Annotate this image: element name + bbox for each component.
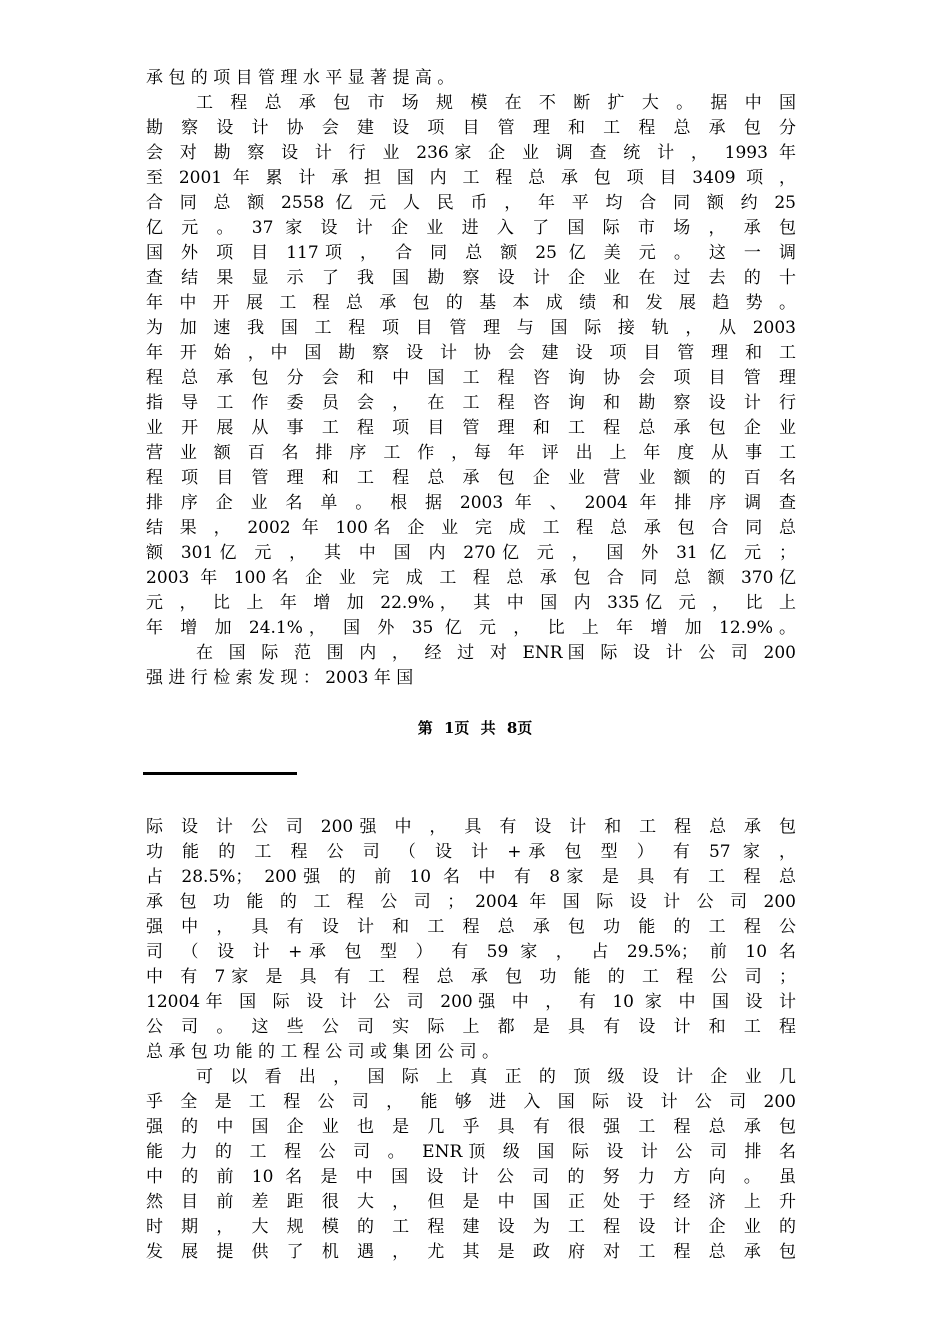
page2-body [146, 815, 796, 1265]
text-line: 承 包 的 项 目 管 理 水 平 显 著 提 高 。 [146, 68, 455, 88]
text-line: 强 中 ， 具 有 设 计 和 工 程 总 承 包 功 能 的 工 程 公 [146, 917, 796, 937]
text-line: 在 国 际 范 围 内 ， 经 过 对 ENR国 际 设 计 公 司 200 [196, 643, 796, 663]
text-line: 中 有 7家 是 具 有 工 程 总 承 包 功 能 的 工 程 公 司 ； [146, 967, 796, 987]
text-line: 功 能 的 工 程 公 司 （ 设 计 +承 包 型 ） 有 57 家 ， [146, 842, 796, 862]
text-line: 2003 年 100名 企 业 完 成 工 程 总 承 包 合 同 总 额 370亿 [146, 568, 796, 588]
text-line: 为 加 速 我 国 工 程 项 目 管 理 与 国 际 接 轨 ， 从 2003 [146, 318, 797, 338]
text-line: 会 对 勘 察 设 计 行 业 236家 企 业 调 查 统 计 ， 1993 年 [146, 143, 796, 163]
text-line: 合 同 总 额 2558 亿 元 人 民 币 ， 年 平 均 合 同 额 约 25 [146, 193, 796, 213]
text-line: 强 进 行 检 索 发 现 ： 2003 年 国 [146, 668, 414, 688]
text-line: 可 以 看 出 ， 国 际 上 真 正 的 顶 级 设 计 企 业 几 [196, 1067, 796, 1087]
text-line: 12004年 国 际 设 计 公 司 200强 中 ， 有 10 家 中 国 设 计 [146, 992, 796, 1012]
text-line: 程 项 目 管 理 和 工 程 总 承 包 企 业 营 业 额 的 百 名 [146, 468, 796, 488]
text-line: 时 期 ， 大 规 模 的 工 程 建 设 为 工 程 设 计 企 业 的 [146, 1217, 796, 1237]
text-line: 至 2001 年 累 计 承 担 国 内 工 程 总 承 包 项 目 3409 项 ， [146, 168, 796, 188]
text-line: 工 程 总 承 包 市 场 规 模 在 不 断 扩 大 。 据 中 国 [196, 93, 796, 113]
text-line: 国 外 项 目 117项 ， 合 同 总 额 25 亿 美 元 。 这 一 调 [146, 243, 796, 263]
text-line: 结 果 ， 2002 年 100名 企 业 完 成 工 程 总 承 包 合 同 总 [146, 518, 796, 538]
text-line: 亿 元 。 37 家 设 计 企 业 进 入 了 国 际 市 场 ， 承 包 [146, 218, 796, 238]
text-line: 总 承 包 功 能 的 工 程 公 司 或 集 团 公 司 。 [146, 1042, 500, 1062]
text-line: 强 的 中 国 企 业 也 是 几 乎 具 有 很 强 工 程 总 承 包 [146, 1117, 796, 1137]
page-number: 第 1页 共 8页 [417, 719, 533, 737]
text-line: 然 目 前 差 距 很 大 ， 但 是 中 国 正 处 于 经 济 上 升 [146, 1192, 796, 1212]
text-line: 程 总 承 包 分 会 和 中 国 工 程 咨 询 协 会 项 目 管 理 [146, 368, 796, 388]
text-line: 营 业 额 百 名 排 序 工 作 ，每 年 评 出 上 年 度 从 事 工 [146, 443, 796, 463]
text-line: 占 28.5%； 200强 的 前 10 名 中 有 8家 是 具 有 工 程 总 [146, 867, 796, 887]
text-line: 年 开 始 ，中 国 勘 察 设 计 协 会 建 设 项 目 管 理 和 工 [146, 343, 796, 363]
text-line: 承 包 功 能 的 工 程 公 司 ； 2004 年 国 际 设 计 公 司 200 [146, 892, 796, 912]
text-line: 际 设 计 公 司 200强 中 ， 具 有 设 计 和 工 程 总 承 包 [146, 817, 796, 837]
text-line: 年 增 加 24.1%， 国 外 35 亿 元 ， 比 上 年 增 加 12.9%。 [146, 618, 796, 638]
text-line: 发 展 提 供 了 机 遇 ， 尤 其 是 政 府 对 工 程 总 承 包 [146, 1242, 796, 1262]
text-line: 指 导 工 作 委 员 会 ， 在 工 程 咨 询 和 勘 察 设 计 行 [146, 393, 796, 413]
footnote-divider [143, 772, 297, 775]
text-line: 司 （ 设 计 +承 包 型 ） 有 59 家 ， 占 29.5%； 前 10 名 [146, 942, 796, 962]
text-line: 元 ， 比 上 年 增 加 22.9%， 其 中 国 内 335亿 元 ， 比 上 [146, 593, 796, 613]
text-line: 排 序 企 业 名 单 。 根 据 2003 年 、 2004 年 排 序 调 查 [146, 493, 796, 513]
text-line: 中 的 前 10 名 是 中 国 设 计 公 司 的 努 力 方 向 。 虽 [146, 1167, 796, 1187]
text-line: 乎 全 是 工 程 公 司 ， 能 够 进 入 国 际 设 计 公 司 200 [146, 1092, 796, 1112]
text-line: 业 开 展 从 事 工 程 项 目 管 理 和 工 程 总 承 包 企 业 [146, 418, 796, 438]
text-line: 公 司 。 这 些 公 司 实 际 上 都 是 具 有 设 计 和 工 程 [146, 1017, 796, 1037]
text-line: 额 301亿 元 ， 其 中 国 内 270亿 元 ， 国 外 31 亿 元 ； [146, 543, 796, 563]
page1-body [146, 66, 796, 691]
text-line: 勘 察 设 计 协 会 建 设 项 目 管 理 和 工 程 总 承 包 分 [146, 118, 796, 138]
text-line: 年 中 开 展 工 程 总 承 包 的 基 本 成 绩 和 发 展 趋 势 。 [146, 293, 796, 313]
text-line: 能 力 的 工 程 公 司 。 ENR顶 级 国 际 设 计 公 司 排 名 [146, 1142, 796, 1162]
text-line: 查 结 果 显 示 了 我 国 勘 察 设 计 企 业 在 过 去 的 十 [146, 268, 796, 288]
